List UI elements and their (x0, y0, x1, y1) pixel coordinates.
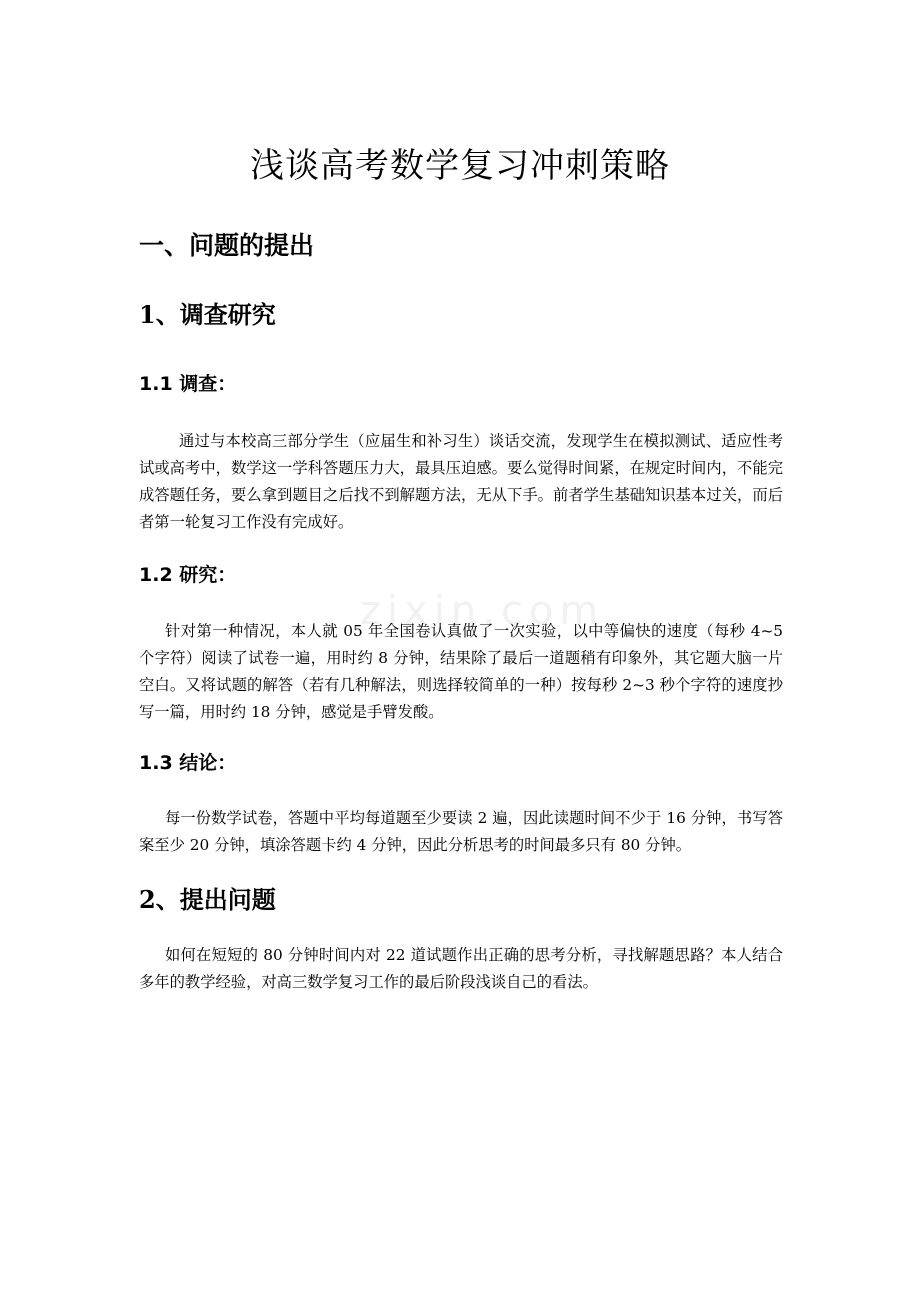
subsection-heading-question: 2、提出问题 (139, 885, 276, 914)
item-heading-study: 1.2 研究： (139, 564, 237, 586)
paragraph-question: 如何在短短的 80 分钟时间内对 22 道试题作出正确的思考分析，寻找解题思路？本人结合多年的教学经验，对高三数学复习工作的最后阶段浅谈自己的看法。 (139, 946, 783, 991)
paragraph-conclusion: 每一份数学试卷，答题中平均每道题至少要读 2 遍，因此读题时间不少于 16 分钟，书写答案至少 20 分钟，填涂答题卡约 4 分钟，因此分析思考的时间最多只有 80 分钟。 (139, 809, 783, 854)
paragraph-survey: 通过与本校高三部分学生（应届生和补习生）谈话交流，发现学生在模拟测试、适应性考试或高考中，数学这一学科答题压力大，最具压迫感。要么觉得时间紧，在规定时间内，不能完成答题任务，要么拿到题目之后找不到解题方法，无从下手。前者学生基础知识基本过关，而后者第一轮复习工作没有完成好。 (139, 432, 783, 531)
item-heading-conclusion: 1.3 结论： (139, 752, 237, 774)
watermark: zixin.com (360, 588, 605, 634)
paragraph-study: 针对第一种情况，本人就 05 年全国卷认真做了一次实验，以中等偏快的速度（每秒 4~5 个字符）阅读了试卷一遍，用时约 8 分钟，结果除了最后一道题稍有印象外，其它题大脑一片空白。又将试题的解答（若有几种解法，则选择较简单的一种）按每秒 2~3 秒个字符的速度抄写一篇，用时约 18 分钟，感觉是手臂发酸。 (139, 622, 783, 721)
subsection-heading-research: 1、调查研究 (139, 300, 276, 329)
document-title: 浅谈高考数学复习冲刺策略 (250, 146, 670, 186)
section-heading-1: 一、问题的提出 (139, 231, 315, 260)
item-heading-survey: 1.1 调查： (139, 373, 237, 395)
